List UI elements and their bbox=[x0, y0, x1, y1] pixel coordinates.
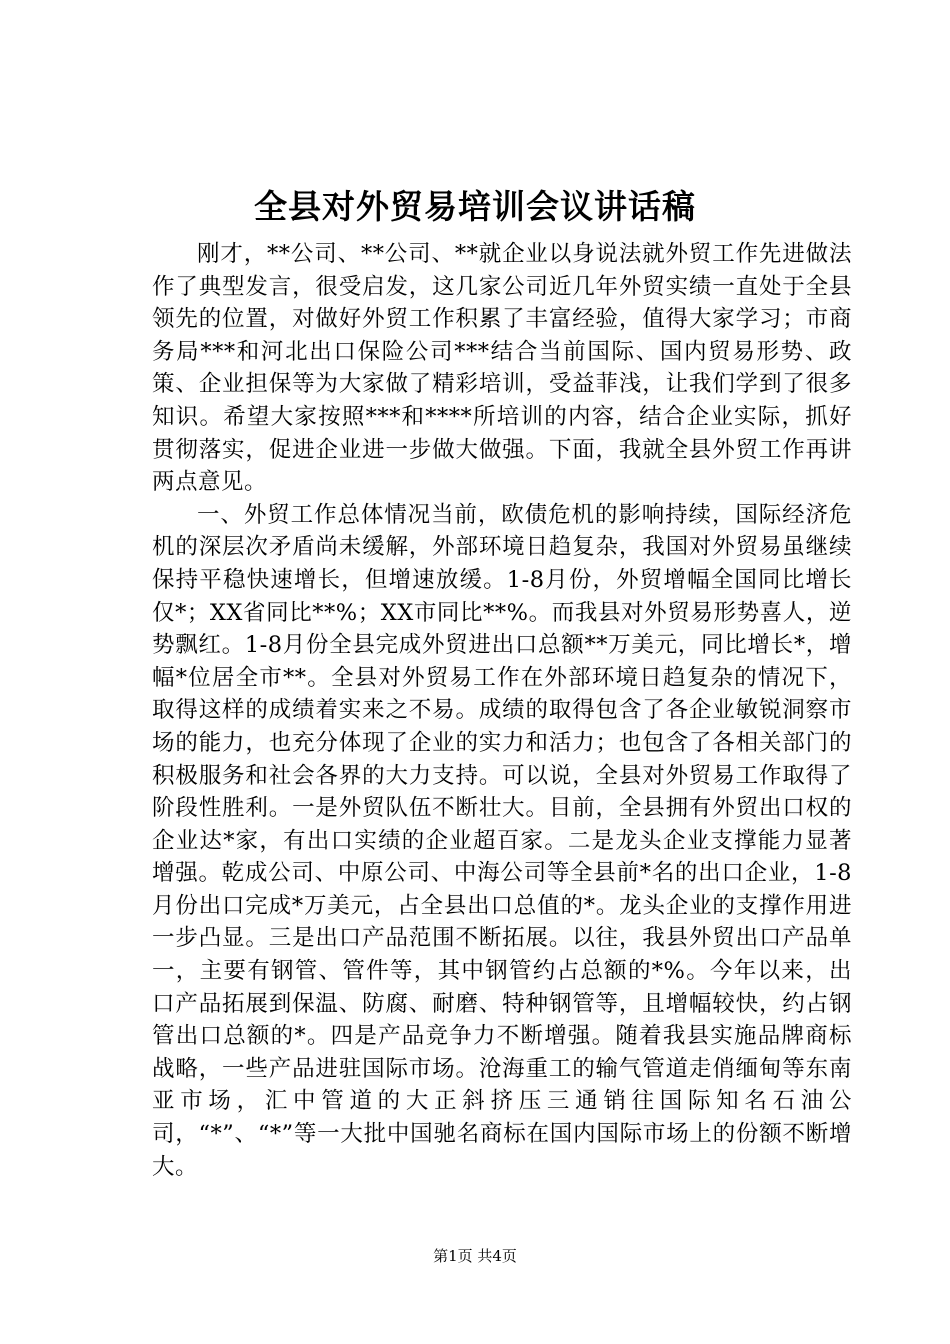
page-footer: 第1页 共4页 bbox=[433, 1247, 517, 1265]
document-body bbox=[152, 238, 852, 1183]
document-title: 全县对外贸易培训会议讲话稿 bbox=[254, 187, 696, 226]
body-paragraph-2: 一、外贸工作总体情况当前，欧债危机的影响持续，国际经济危机的深层次矛盾尚未缓解，外部环境日趋复杂，我国对外贸易虽继续保持平稳快速增长，但增速放缓。1-8月份，外贸增幅全国同比增长仅*；XX省同比**%；XX市同比**%。而我县对外贸易形势喜人，逆势飘红。1-8月份全县完成外贸进出口总额**万美元，同比增长*，增幅*位居全市**。全县对外贸易工作在外部环境日趋复杂的情况下，取得这样的成绩着实来之不易。成绩的取得包含了各企业敏锐洞察市场的能力，也充分体现了企业的实力和活力；也包含了各相关部门的积极服务和社会各界的大力支持。可以说，全县对外贸易工作取得了阶段性胜利。一是外贸队伍不断壮大。目前，全县拥有外贸出口权的企业达*家，有出口实绩的企业超百家。二是龙头企业支撑能力显著增强。乾成公司、中原公司、中海公司等全县前*名的出口企业，1-8月份出口完成*万美元，占全县出口总值的*。龙头企业的支撑作用进一步凸显。三是出口产品范围不断拓展。以往，我县外贸出口产品单一，主要有钢管、管件等，其中钢管约占总额的*%。今年以来，出口产品拓展到保温、防腐、耐磨、特种钢管等，且增幅较快，约占钢管出口总额的*。四是产品竞争力不断增强。随着我县实施品牌商标战略，一些产品进驻国际市场。沧海重工的输气管道走俏缅甸等东南亚市场，汇中管道的大正斜挤压三通销往国际知名石油公司，“*”、“*”等一大批中国驰名商标在国内国际市场上的份额不断增大。 bbox=[152, 501, 852, 1180]
body-paragraph-1: 刚才，**公司、**公司、**就企业以身说法就外贸工作先进做法作了典型发言，很受启发，这几家公司近几年外贸实绩一直处于全县领先的位置，对做好外贸工作积累了丰富经验，值得大家学习；市商务局***和河北出口保险公司***结合当前国际、国内贸易形势、政策、企业担保等为大家做了精彩培训，受益菲浅，让我们学到了很多知识。希望大家按照***和****所培训的内容，结合企业实际，抓好贯彻落实，促进企业进一步做大做强。下面，我就全县外贸工作再讲两点意见。 bbox=[152, 241, 852, 496]
